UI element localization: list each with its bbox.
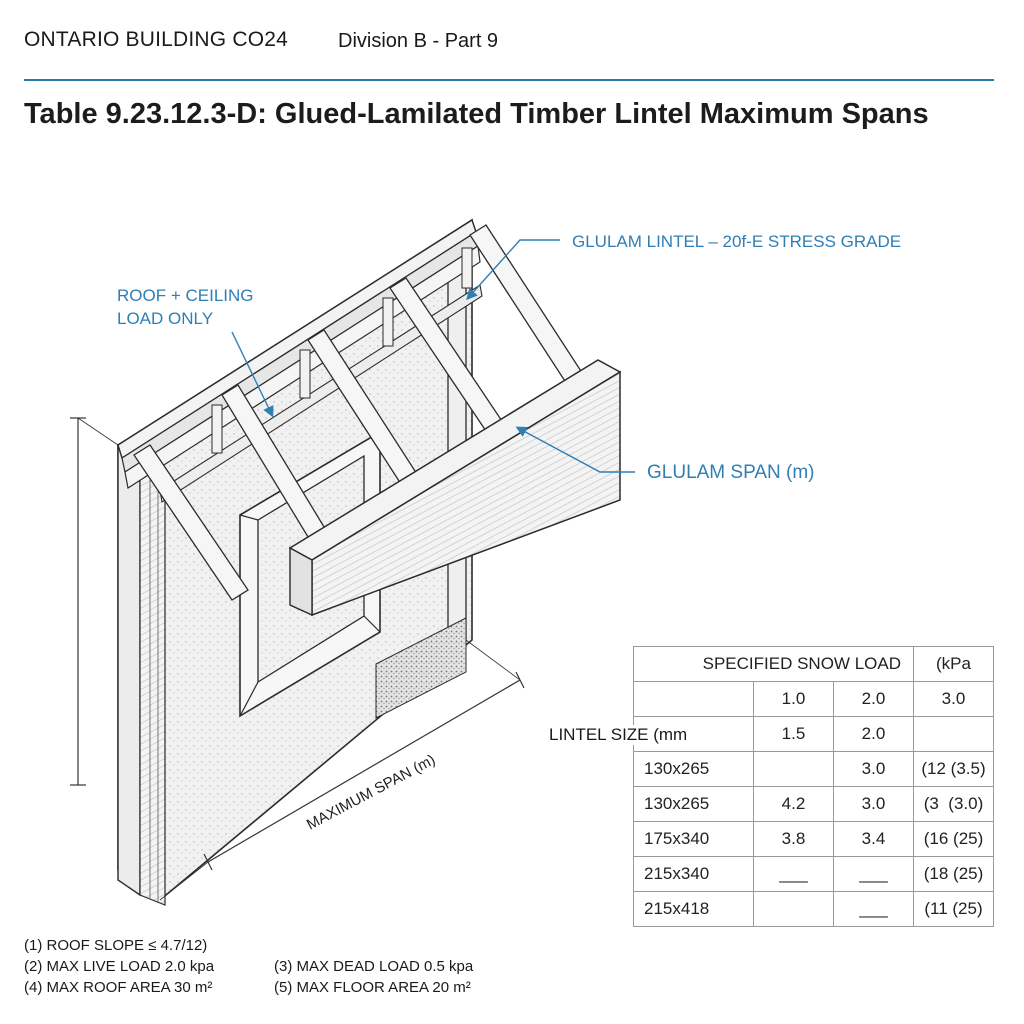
table-cell: 2.0 — [834, 717, 914, 752]
span-table — [633, 646, 994, 927]
table-cell: ___ — [754, 857, 834, 892]
load-header-1: 1.0 — [754, 682, 834, 717]
note-3: (3) MAX DEAD LOAD 0.5 kpa — [274, 958, 474, 975]
maximum-span-label: MAXIMUM SPAN (m) — [303, 751, 439, 834]
roof-ceiling-callout-line1: ROOF + CEILING — [117, 286, 254, 305]
table-cell: 3.4 — [834, 822, 914, 857]
table-header-row — [634, 647, 994, 682]
table-row — [634, 892, 994, 927]
division-label: Division B - Part 9 — [338, 30, 499, 52]
table-cell: 3.8 — [754, 822, 834, 857]
table-cell — [914, 717, 994, 752]
load-values-row — [634, 682, 994, 717]
table-cell: (18 (25) — [914, 857, 994, 892]
page-title: Table 9.23.12.3-D: Glued-Lamilated Timber Lintel Maximum Spans — [24, 98, 929, 130]
height-dimension — [70, 418, 118, 785]
table-row — [634, 752, 994, 787]
lintel-size: 215x340 — [634, 857, 754, 892]
table-cell: ___ — [834, 857, 914, 892]
table-cell: (16 (25) — [914, 822, 994, 857]
lintel-size: 175x340 — [634, 822, 754, 857]
table-row — [634, 787, 994, 822]
table-cell: 1.5 — [754, 717, 834, 752]
lintel-size-label: LINTEL SIZE (mm — [549, 725, 691, 745]
table-cell — [754, 892, 834, 927]
table-cell: (12 (3.5) — [914, 752, 994, 787]
lintel-size: 130x265 — [634, 752, 754, 787]
roof-ceiling-callout-line2: LOAD ONLY — [117, 309, 214, 328]
note-2: (2) MAX LIVE LOAD 2.0 kpa — [24, 958, 215, 975]
note-1: (1) ROOF SLOPE ≤ 4.7/12) — [24, 937, 208, 954]
glulam-span-callout: GLULAM SPAN (m) — [647, 462, 815, 483]
table-cell: 3.0 — [834, 752, 914, 787]
table-cell: ___ — [834, 892, 914, 927]
lintel-size: 130x265 — [634, 787, 754, 822]
table-row — [634, 822, 994, 857]
load-header-3: 3.0 — [914, 682, 994, 717]
blank-cell — [634, 682, 754, 717]
note-5: (5) MAX FLOOR AREA 20 m² — [274, 979, 471, 996]
table-cell: 4.2 — [754, 787, 834, 822]
table-cell: (3 (3.0) — [914, 787, 994, 822]
table-cell — [754, 752, 834, 787]
load-header-2: 2.0 — [834, 682, 914, 717]
glulam-lintel-callout: GLULAM LINTEL – 20f-E STRESS GRADE — [572, 232, 902, 251]
table-cell: 3.0 — [834, 787, 914, 822]
snow-load-header: SPECIFIED SNOW LOAD — [634, 647, 914, 682]
table-cell: (11 (25) — [914, 892, 994, 927]
code-name: ONTARIO BUILDING CO24 — [24, 28, 289, 51]
unit-header: (kPa — [914, 647, 994, 682]
note-4: (4) MAX ROOF AREA 30 m² — [24, 979, 213, 996]
table-row — [634, 857, 994, 892]
lintel-size: 215x418 — [634, 892, 754, 927]
